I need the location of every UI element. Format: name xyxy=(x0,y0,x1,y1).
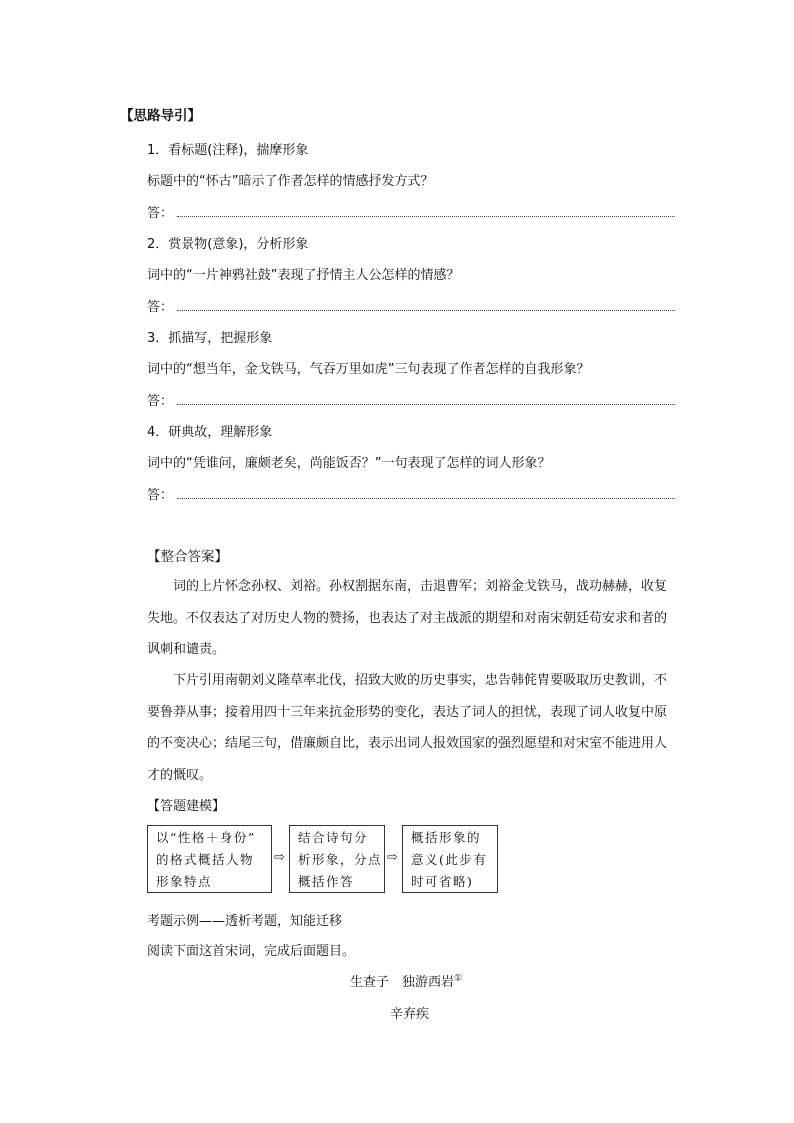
answer-paragraph-2 xyxy=(147,665,677,791)
poem-author: 辛弃疾 xyxy=(390,1007,430,1022)
model-box-2 xyxy=(289,825,385,893)
box-line: 概括形象的 xyxy=(411,830,482,845)
answer-field-2[interactable] xyxy=(147,296,675,316)
answer-paragraph-1 xyxy=(147,571,677,666)
answer-label: 答： xyxy=(147,394,174,409)
paragraph-line: 下片引用南朝刘义隆草率北伐，招致大败的历史事实，忠告韩侂胄要吸取历史教训，不 xyxy=(173,673,668,688)
guide-step-2: 2．赏景物(意象)，分析形象 xyxy=(147,237,309,252)
answer-line xyxy=(177,310,675,311)
paragraph-line: 讽刺和谴责。 xyxy=(147,642,226,657)
box-line: 结合诗句分 xyxy=(298,830,369,845)
arrow-right-icon: ⇨ xyxy=(274,850,285,865)
answer-line xyxy=(177,498,675,499)
answer-field-4[interactable] xyxy=(147,484,675,504)
model-box-1 xyxy=(147,825,272,893)
box-line: 的格式概括人物 xyxy=(156,852,255,867)
answer-line xyxy=(177,216,675,217)
answer-line xyxy=(177,404,675,405)
model-box-3 xyxy=(402,825,498,893)
paragraph-line: 的不变决心；结尾三句，借廉颇自比，表示出词人报效国家的强烈愿望和对宋室不能进用人 xyxy=(147,736,668,751)
answer-heading: 【整合答案】 xyxy=(147,549,228,565)
example-instruction: 阅读下面这首宋词，完成后面题目。 xyxy=(147,944,356,959)
guide-heading: 【思路导引】 xyxy=(120,108,201,124)
guide-step-4: 4．研典故，理解形象 xyxy=(147,425,273,440)
guide-question-4: 词中的“凭谁问，廉颇老矣，尚能饭否？”一句表现了怎样的词人形象？ xyxy=(147,456,551,471)
paragraph-line: 才的慨叹。 xyxy=(147,767,213,783)
poem-title-text: 生查子 独游西岩 xyxy=(350,975,455,990)
answer-label: 答： xyxy=(147,300,174,315)
answer-field-3[interactable] xyxy=(147,390,675,410)
box-line: 析形象，分点 xyxy=(298,852,383,867)
guide-question-1: 标题中的“怀古”暗示了作者怎样的情感抒发方式？ xyxy=(147,174,434,189)
box-line: 形象特点 xyxy=(156,874,213,889)
guide-step-1: 1．看标题(注释)，揣摩形象 xyxy=(147,143,309,158)
paragraph-line: 词的上片怀念孙权、刘裕。孙权割据东南，击退曹军；刘裕金戈铁马，战功赫赫，收复 xyxy=(173,579,668,594)
poem-title xyxy=(350,971,462,990)
arrow-right-icon: ⇨ xyxy=(387,850,398,865)
paragraph-line: 要鲁莽从事；接着用四十三年来抗金形势的变化，表达了词人的担忧，表现了词人收复中原 xyxy=(147,704,668,720)
answer-field-1[interactable] xyxy=(147,202,675,222)
box-line: 意义(此步有 xyxy=(411,852,488,867)
guide-step-3: 3．抓描写，把握形象 xyxy=(147,331,273,346)
answer-label: 答： xyxy=(147,488,174,503)
answer-label: 答： xyxy=(147,206,174,221)
box-line: 以“性格＋身份” xyxy=(156,830,256,845)
paragraph-line: 失地。不仅表达了对历史人物的赞扬，也表达了对主战派的期望和对南宋朝廷苟安求和者的 xyxy=(147,610,668,626)
guide-question-2: 词中的“一片神鸦社鼓”表现了抒情主人公怎样的情感？ xyxy=(147,268,460,283)
box-line: 概括作答 xyxy=(298,874,355,889)
example-heading: 考题示例——透析考题，知能迁移 xyxy=(147,914,343,929)
poem-footnote-mark: ① xyxy=(454,973,463,984)
model-heading: 【答题建模】 xyxy=(147,799,226,814)
guide-question-3: 词中的“想当年，金戈铁马，气吞万里如虎”三句表现了作者怎样的自我形象？ xyxy=(147,362,590,377)
box-line: 时可省略) xyxy=(411,874,474,889)
